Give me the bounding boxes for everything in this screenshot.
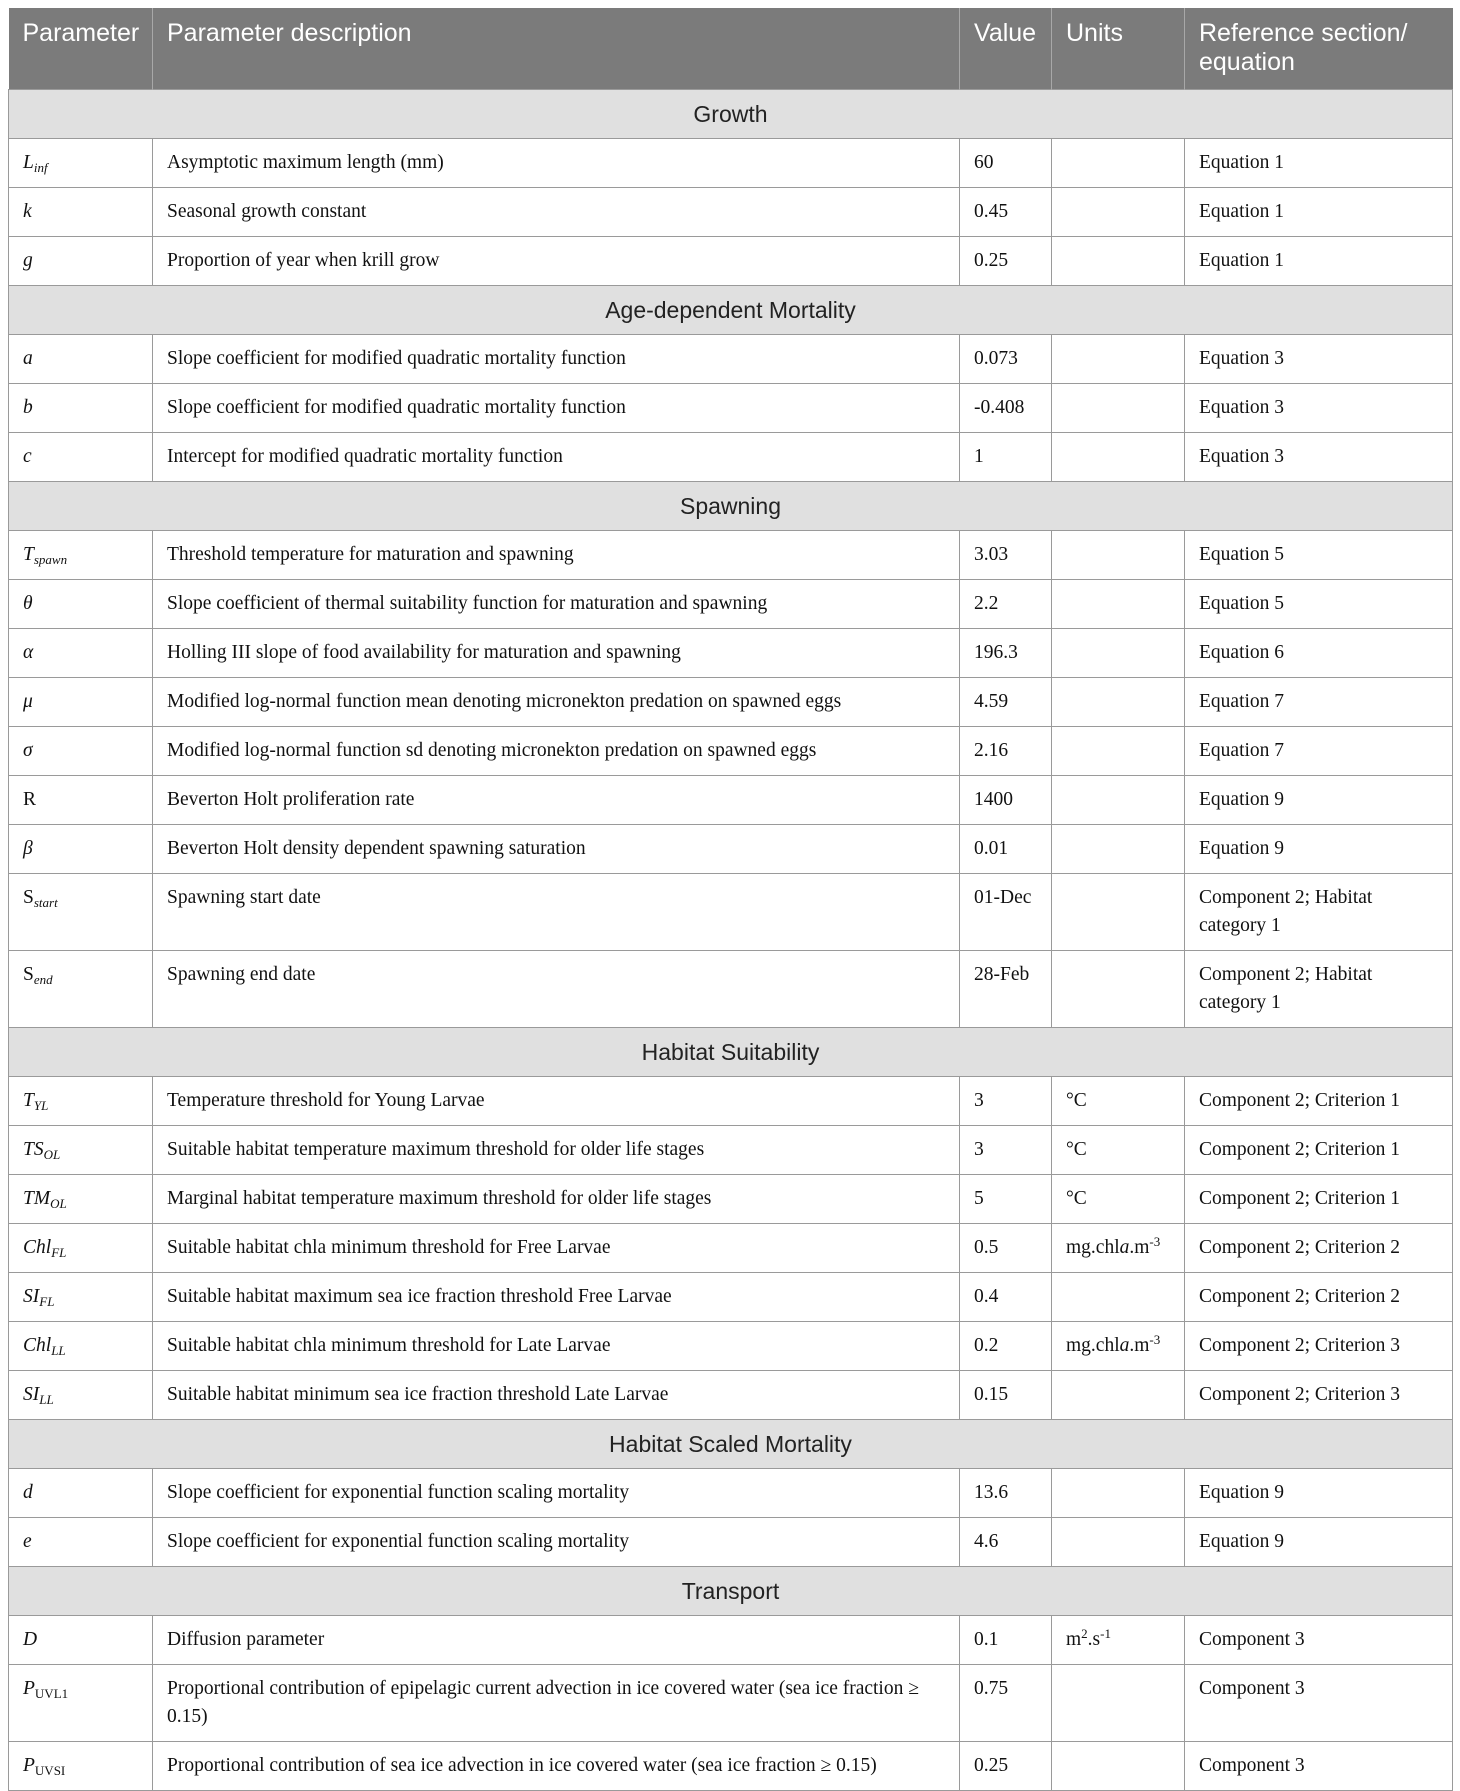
param-units: $mg.chla.m^{-3}$ [1052, 1322, 1185, 1371]
param-units [1052, 727, 1185, 776]
param-units [1052, 335, 1185, 384]
param-symbol: d [9, 1469, 153, 1518]
param-description: Spawning start date [153, 874, 960, 951]
param-value: 3.03 [960, 531, 1052, 580]
param-reference: Component 2; Habitat category 1 [1185, 951, 1453, 1028]
param-description: Spawning end date [153, 951, 960, 1028]
param-description: Slope coefficient for modified quadratic mortality function [153, 384, 960, 433]
param-reference: Equation 3 [1185, 433, 1453, 482]
param-units [1052, 1273, 1185, 1322]
param-symbol: g [9, 237, 153, 286]
param-units [1052, 237, 1185, 286]
param-symbol: σ [9, 727, 153, 776]
param-description: Slope coefficient for exponential function scaling mortality [153, 1518, 960, 1567]
param-symbol: Chl$_{FL}$ [9, 1224, 153, 1273]
param-description: Proportional contribution of epipelagic current advection in ice covered water (sea ice fraction ≥ 0.15) [153, 1665, 960, 1742]
table-header-row [9, 8, 1453, 90]
param-reference: Equation 9 [1185, 1518, 1453, 1567]
param-description: Suitable habitat minimum sea ice fraction threshold Late Larvae [153, 1371, 960, 1420]
table-row [9, 1077, 1453, 1126]
table-row [9, 1742, 1453, 1791]
param-symbol: Chl$_{LL}$ [9, 1322, 153, 1371]
header-value: Value [960, 8, 1052, 90]
param-reference: Equation 1 [1185, 188, 1453, 237]
param-reference: Component 2; Criterion 3 [1185, 1371, 1453, 1420]
param-symbol: a [9, 335, 153, 384]
param-units [1052, 1665, 1185, 1742]
table-row [9, 335, 1453, 384]
section-transport: Transport [9, 1567, 1453, 1616]
param-symbol: θ [9, 580, 153, 629]
section-row [9, 482, 1453, 531]
section-row [9, 286, 1453, 335]
section-habitat-scaled-mortality: Habitat Scaled Mortality [9, 1420, 1453, 1469]
param-description: Suitable habitat temperature maximum threshold for older life stages [153, 1126, 960, 1175]
param-units [1052, 139, 1185, 188]
table-row [9, 1616, 1453, 1665]
parameter-table [8, 8, 1453, 1791]
param-value: 196.3 [960, 629, 1052, 678]
param-reference: Equation 9 [1185, 776, 1453, 825]
param-units [1052, 1371, 1185, 1420]
param-symbol: D [9, 1616, 153, 1665]
param-value: 2.16 [960, 727, 1052, 776]
table-row [9, 384, 1453, 433]
param-symbol: $T_{spawn}$ [9, 531, 153, 580]
param-reference: Equation 6 [1185, 629, 1453, 678]
param-reference: Equation 5 [1185, 531, 1453, 580]
param-units [1052, 1469, 1185, 1518]
param-value: 4.59 [960, 678, 1052, 727]
param-units: °C [1052, 1126, 1185, 1175]
param-symbol: b [9, 384, 153, 433]
param-reference: Equation 1 [1185, 139, 1453, 188]
table-row [9, 433, 1453, 482]
param-description: Slope coefficient of thermal suitability function for maturation and spawning [153, 580, 960, 629]
param-description: Proportion of year when krill grow [153, 237, 960, 286]
param-reference: Equation 3 [1185, 335, 1453, 384]
param-reference: Equation 7 [1185, 678, 1453, 727]
table-row [9, 531, 1453, 580]
param-description: Diffusion parameter [153, 1616, 960, 1665]
param-reference: Component 2; Criterion 1 [1185, 1077, 1453, 1126]
param-reference: Component 2; Criterion 1 [1185, 1126, 1453, 1175]
table-row [9, 874, 1453, 951]
param-description: Holling III slope of food availability for maturation and spawning [153, 629, 960, 678]
param-value: 01-Dec [960, 874, 1052, 951]
table-row [9, 1273, 1453, 1322]
param-reference: Component 2; Criterion 1 [1185, 1175, 1453, 1224]
table-row [9, 1322, 1453, 1371]
param-description: Suitable habitat maximum sea ice fraction threshold Free Larvae [153, 1273, 960, 1322]
param-value: 3 [960, 1126, 1052, 1175]
param-symbol: β [9, 825, 153, 874]
param-reference: Component 2; Criterion 2 [1185, 1224, 1453, 1273]
param-description: Temperature threshold for Young Larvae [153, 1077, 960, 1126]
param-symbol: e [9, 1518, 153, 1567]
param-units [1052, 874, 1185, 951]
param-description: Slope coefficient for modified quadratic mortality function [153, 335, 960, 384]
param-value: 3 [960, 1077, 1052, 1126]
table-row [9, 776, 1453, 825]
table-row [9, 1518, 1453, 1567]
param-value: 0.25 [960, 237, 1052, 286]
param-units [1052, 1742, 1185, 1791]
param-units [1052, 433, 1185, 482]
param-reference: Component 3 [1185, 1665, 1453, 1742]
param-symbol: R [9, 776, 153, 825]
param-units [1052, 580, 1185, 629]
param-symbol: $P_{UVL1}$ [9, 1665, 153, 1742]
table-row [9, 1126, 1453, 1175]
param-value: 28-Feb [960, 951, 1052, 1028]
section-growth: Growth [9, 90, 1453, 139]
param-description: Modified log-normal function mean denoting micronekton predation on spawned eggs [153, 678, 960, 727]
param-description: Intercept for modified quadratic mortality function [153, 433, 960, 482]
param-value: 4.6 [960, 1518, 1052, 1567]
param-reference: Equation 7 [1185, 727, 1453, 776]
param-symbol: $SI_{LL}$ [9, 1371, 153, 1420]
param-units: $m^2.s^{-1}$ [1052, 1616, 1185, 1665]
param-description: Marginal habitat temperature maximum threshold for older life stages [153, 1175, 960, 1224]
param-reference: Equation 9 [1185, 1469, 1453, 1518]
param-reference: Component 2; Criterion 3 [1185, 1322, 1453, 1371]
section-row [9, 1028, 1453, 1077]
param-symbol: $S_{start}$ [9, 874, 153, 951]
table-row [9, 188, 1453, 237]
param-symbol: $T_{YL}$ [9, 1077, 153, 1126]
table-row [9, 825, 1453, 874]
param-units [1052, 951, 1185, 1028]
table-row [9, 1175, 1453, 1224]
table-row [9, 1665, 1453, 1742]
param-description: Beverton Holt density dependent spawning saturation [153, 825, 960, 874]
param-reference: Equation 3 [1185, 384, 1453, 433]
param-value: 13.6 [960, 1469, 1052, 1518]
table-row [9, 237, 1453, 286]
param-value: 0.01 [960, 825, 1052, 874]
table-row [9, 1469, 1453, 1518]
param-value: 0.45 [960, 188, 1052, 237]
section-row [9, 1567, 1453, 1616]
param-symbol: $L_{inf}$ [9, 139, 153, 188]
param-units [1052, 825, 1185, 874]
param-description: Beverton Holt proliferation rate [153, 776, 960, 825]
header-parameter: Parameter [9, 8, 153, 90]
table-row [9, 951, 1453, 1028]
table-row [9, 727, 1453, 776]
param-reference: Component 3 [1185, 1742, 1453, 1791]
param-symbol: $TM_{OL}$ [9, 1175, 153, 1224]
param-value: 0.073 [960, 335, 1052, 384]
section-mortality: Age-dependent Mortality [9, 286, 1453, 335]
table-row [9, 1371, 1453, 1420]
param-value: 2.2 [960, 580, 1052, 629]
param-description: Modified log-normal function sd denoting micronekton predation on spawned eggs [153, 727, 960, 776]
param-description: Asymptotic maximum length (mm) [153, 139, 960, 188]
param-units [1052, 776, 1185, 825]
param-value: 0.5 [960, 1224, 1052, 1273]
header-units: Units [1052, 8, 1185, 90]
table-row [9, 139, 1453, 188]
param-description: Slope coefficient for exponential function scaling mortality [153, 1469, 960, 1518]
param-units: °C [1052, 1175, 1185, 1224]
header-description: Parameter description [153, 8, 960, 90]
table-row [9, 1224, 1453, 1273]
param-value: 0.25 [960, 1742, 1052, 1791]
param-symbol: $P_{UVSI}$ [9, 1742, 153, 1791]
param-units [1052, 531, 1185, 580]
param-value: 1 [960, 433, 1052, 482]
param-reference: Equation 5 [1185, 580, 1453, 629]
section-row [9, 1420, 1453, 1469]
param-reference: Component 2; Habitat category 1 [1185, 874, 1453, 951]
param-symbol: α [9, 629, 153, 678]
param-reference: Equation 9 [1185, 825, 1453, 874]
section-row [9, 90, 1453, 139]
param-units [1052, 188, 1185, 237]
param-value: 0.75 [960, 1665, 1052, 1742]
param-units [1052, 629, 1185, 678]
param-value: 0.15 [960, 1371, 1052, 1420]
param-description: Seasonal growth constant [153, 188, 960, 237]
param-description: Suitable habitat chla minimum threshold for Free Larvae [153, 1224, 960, 1273]
param-value: 0.1 [960, 1616, 1052, 1665]
param-reference: Equation 1 [1185, 237, 1453, 286]
param-value: 0.2 [960, 1322, 1052, 1371]
table-row [9, 678, 1453, 727]
param-units [1052, 1518, 1185, 1567]
param-reference: Component 3 [1185, 1616, 1453, 1665]
param-value: 0.4 [960, 1273, 1052, 1322]
table-row [9, 580, 1453, 629]
param-value: 1400 [960, 776, 1052, 825]
param-units: $mg.chla.m^{-3}$ [1052, 1224, 1185, 1273]
param-value: 5 [960, 1175, 1052, 1224]
param-value: 60 [960, 139, 1052, 188]
param-symbol: c [9, 433, 153, 482]
param-value: -0.408 [960, 384, 1052, 433]
param-description: Threshold temperature for maturation and spawning [153, 531, 960, 580]
param-symbol: $S_{end}$ [9, 951, 153, 1028]
param-description: Proportional contribution of sea ice advection in ice covered water (sea ice fraction ≥ 0.15) [153, 1742, 960, 1791]
param-units [1052, 678, 1185, 727]
table-row [9, 629, 1453, 678]
header-reference: Reference section/ equation [1185, 8, 1453, 90]
param-reference: Component 2; Criterion 2 [1185, 1273, 1453, 1322]
section-habitat-suitability: Habitat Suitability [9, 1028, 1453, 1077]
param-units [1052, 384, 1185, 433]
param-units: °C [1052, 1077, 1185, 1126]
param-symbol: k [9, 188, 153, 237]
section-spawning: Spawning [9, 482, 1453, 531]
param-symbol: $TS_{OL}$ [9, 1126, 153, 1175]
param-symbol: $SI_{FL}$ [9, 1273, 153, 1322]
param-symbol: μ [9, 678, 153, 727]
param-description: Suitable habitat chla minimum threshold for Late Larvae [153, 1322, 960, 1371]
